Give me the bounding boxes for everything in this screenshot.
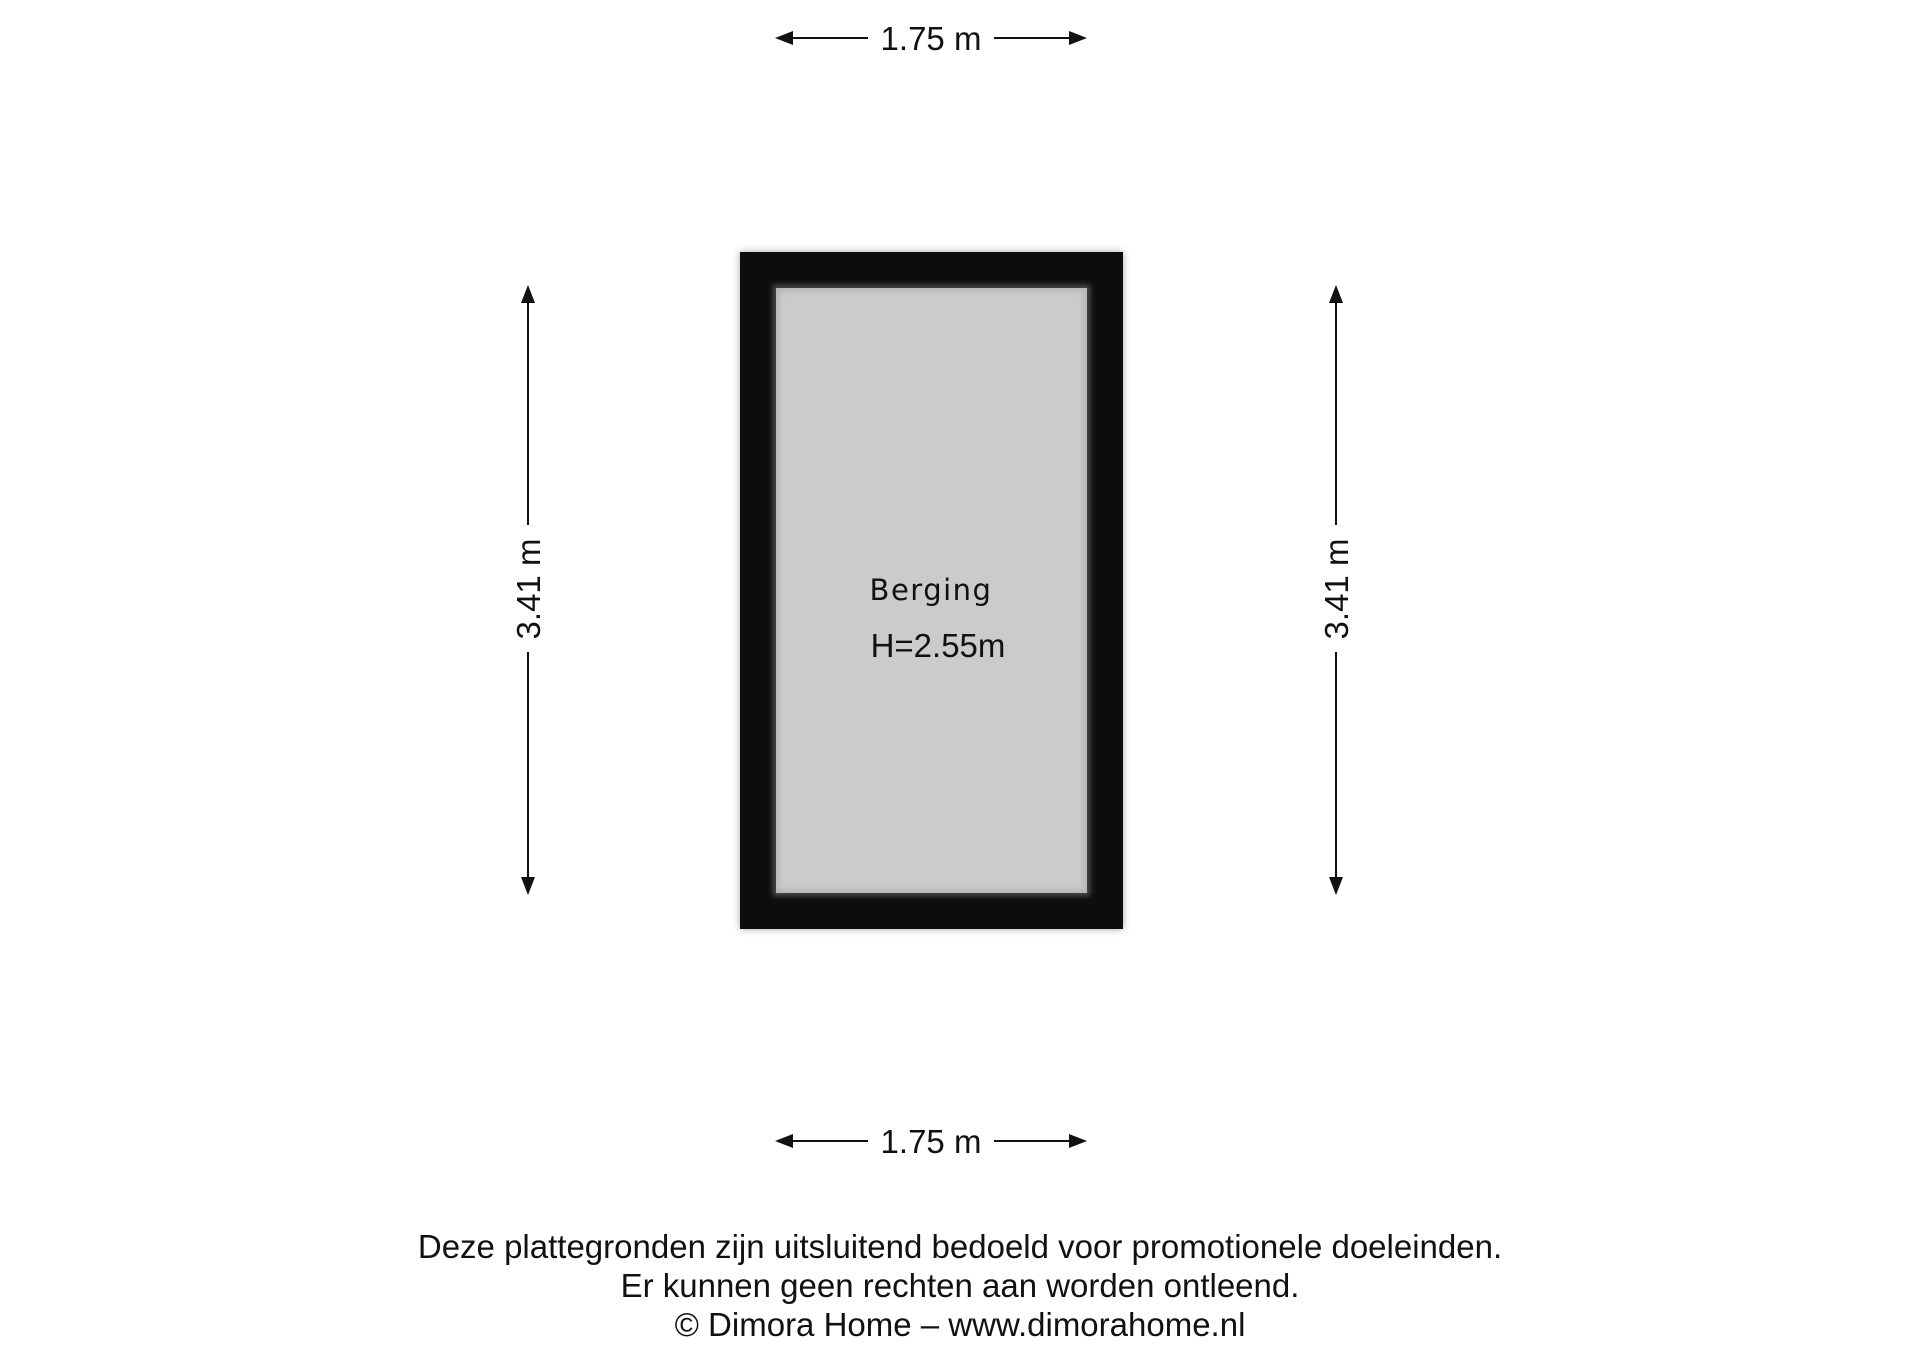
copyright-line: © Dimora Home – www.dimorahome.nl	[674, 1306, 1246, 1343]
dimension-top-label: 1.75 m	[880, 20, 982, 57]
disclaimer-line-2: Er kunnen geen rechten aan worden ontleend.	[620, 1267, 1300, 1304]
dimension-left-label: 3.41 m	[510, 538, 547, 640]
arrow-right-icon	[1069, 31, 1087, 45]
dimension-bottom-label: 1.75 m	[880, 1123, 982, 1160]
dimension-left-depth	[510, 285, 547, 895]
dimension-right-depth	[1318, 285, 1355, 895]
disclaimer-line-1: Deze plattegronden zijn uitsluitend bedoeld voor promotionele doeleinden.	[417, 1228, 1503, 1265]
arrow-up-icon	[521, 285, 535, 303]
dimension-top-width	[775, 20, 1087, 57]
disclaimer-footer	[0, 1227, 1920, 1344]
arrow-right-icon	[1069, 1134, 1087, 1148]
arrow-left-icon	[775, 31, 793, 45]
arrow-down-icon	[521, 877, 535, 895]
arrow-up-icon	[1329, 285, 1343, 303]
arrow-down-icon	[1329, 877, 1343, 895]
arrow-left-icon	[775, 1134, 793, 1148]
room-name-label: Berging	[869, 573, 993, 607]
room-height-label: H=2.55m	[870, 627, 1006, 664]
room-berging	[740, 252, 1123, 929]
dimension-bottom-width	[775, 1123, 1087, 1160]
dimension-right-label: 3.41 m	[1318, 538, 1355, 640]
